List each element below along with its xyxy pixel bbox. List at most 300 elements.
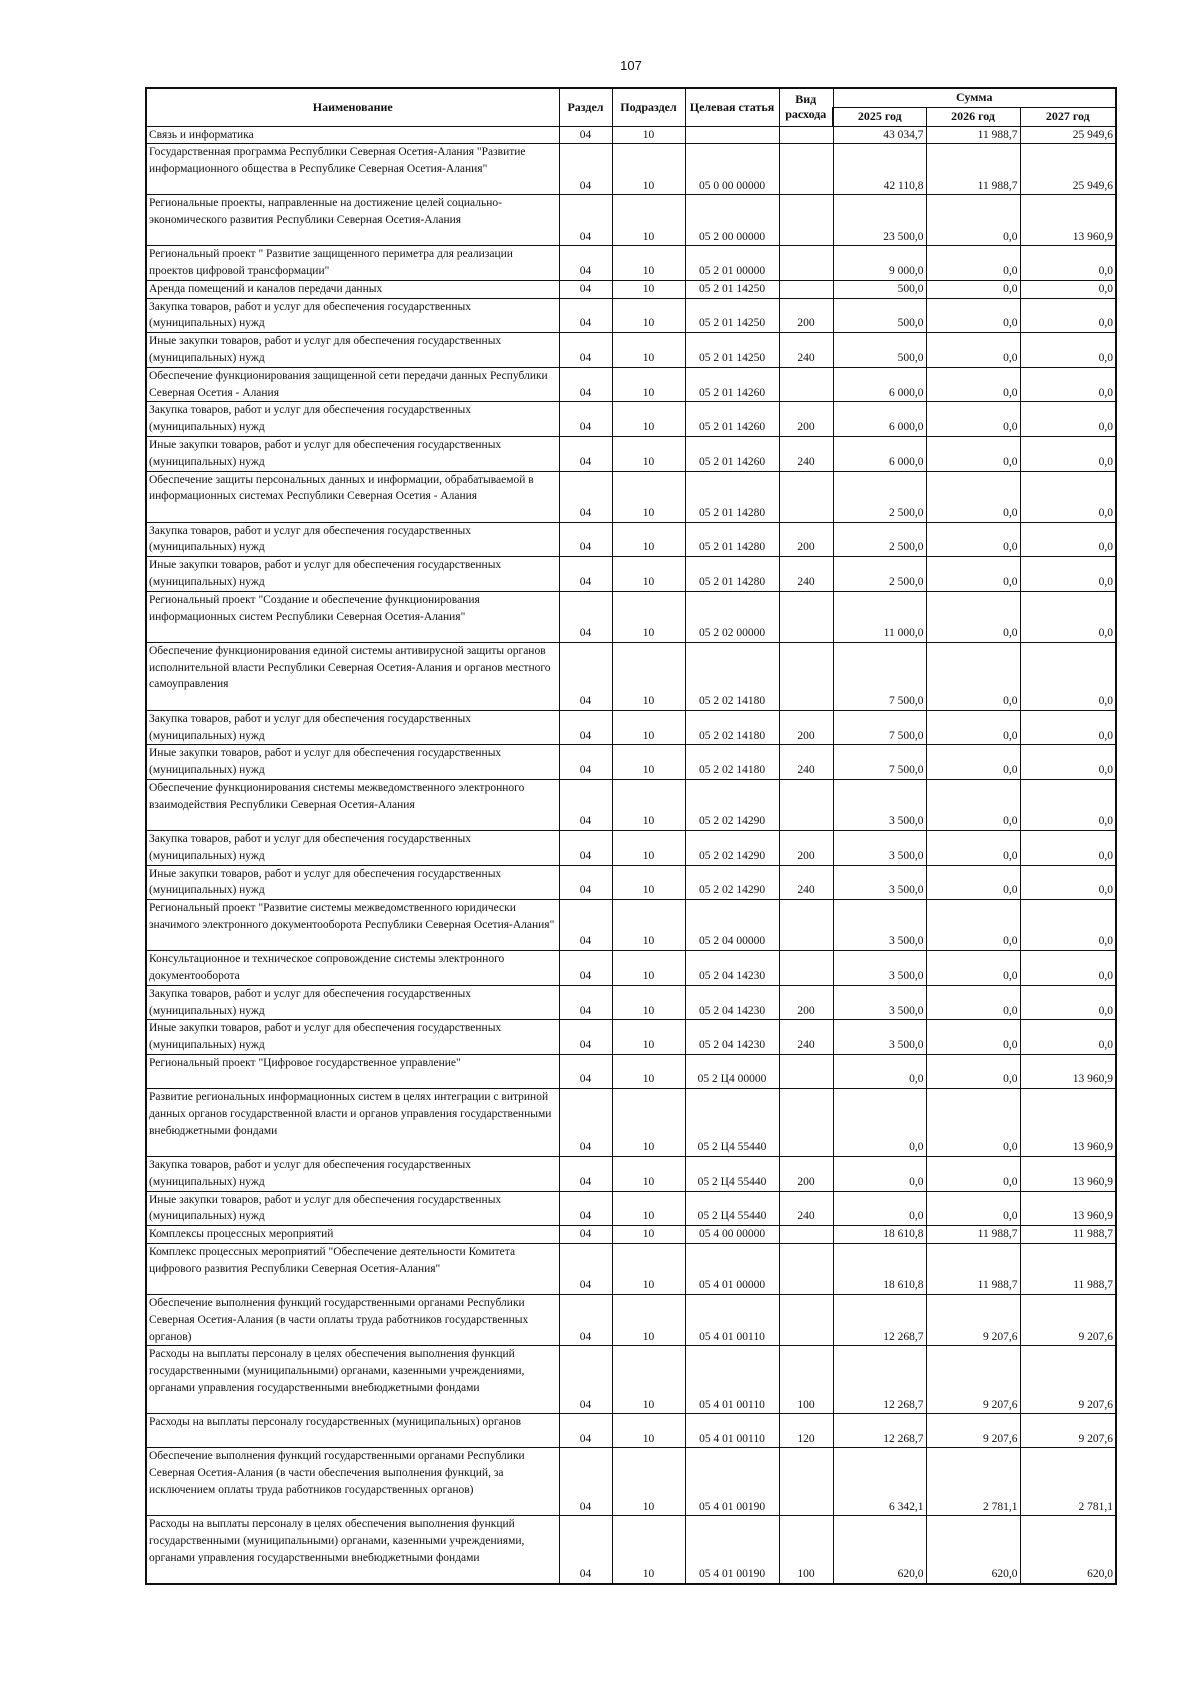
row-sum-2027: 0,0 xyxy=(1020,402,1116,437)
row-sum-2025: 12 268,7 xyxy=(833,1346,926,1414)
table-row xyxy=(146,1346,1116,1414)
row-razdel: 04 xyxy=(559,1055,612,1089)
row-sum-2027: 0,0 xyxy=(1020,367,1116,402)
row-podrazdel: 10 xyxy=(612,280,685,298)
row-tselevaya-statya: 05 2 01 14280 xyxy=(685,471,779,522)
row-podrazdel: 10 xyxy=(612,1448,685,1516)
row-sum-2026: 0,0 xyxy=(926,367,1020,402)
row-razdel: 04 xyxy=(559,402,612,437)
row-sum-2026: 0,0 xyxy=(926,246,1020,281)
table-row xyxy=(146,195,1116,246)
row-name: Связь и информатика xyxy=(146,126,559,144)
row-vid-raskhoda: 200 xyxy=(779,831,833,866)
table-row xyxy=(146,710,1116,745)
row-podrazdel: 10 xyxy=(612,298,685,333)
row-razdel: 04 xyxy=(559,1089,612,1157)
row-sum-2027: 11 988,7 xyxy=(1020,1226,1116,1244)
row-sum-2027: 0,0 xyxy=(1020,437,1116,472)
row-name: Расходы на выплаты персоналу в целях обеспечения выполнения функций государственными (муниципальными) органами, казенными учреждениями, органами управления государственными внебюджетными фондами xyxy=(146,1516,559,1584)
table-row xyxy=(146,1191,1116,1226)
row-sum-2025: 2 500,0 xyxy=(833,557,926,592)
row-name: Обеспечение защиты персональных данных и информации, обрабатываемой в информационных системах Республики Северная Осетия - Алания xyxy=(146,471,559,522)
row-sum-2025: 0,0 xyxy=(833,1191,926,1226)
row-vid-raskhoda xyxy=(779,246,833,281)
row-sum-2025: 18 610,8 xyxy=(833,1226,926,1244)
row-sum-2026: 0,0 xyxy=(926,591,1020,642)
row-vid-raskhoda xyxy=(779,1055,833,1089)
row-sum-2025: 500,0 xyxy=(833,280,926,298)
row-razdel: 04 xyxy=(559,471,612,522)
row-podrazdel: 10 xyxy=(612,710,685,745)
table-row xyxy=(146,780,1116,831)
table-row xyxy=(146,298,1116,333)
row-vid-raskhoda: 240 xyxy=(779,333,833,368)
row-razdel: 04 xyxy=(559,1346,612,1414)
table-row xyxy=(146,1055,1116,1089)
row-tselevaya-statya: 05 2 02 14180 xyxy=(685,710,779,745)
row-vid-raskhoda: 120 xyxy=(779,1414,833,1448)
row-sum-2026: 0,0 xyxy=(926,780,1020,831)
row-name: Обеспечение функционирования защищенной сети передачи данных Республики Северная Осетия - Алания xyxy=(146,367,559,402)
row-podrazdel: 10 xyxy=(612,1020,685,1055)
row-podrazdel: 10 xyxy=(612,985,685,1020)
row-vid-raskhoda xyxy=(779,900,833,951)
row-podrazdel: 10 xyxy=(612,144,685,195)
row-sum-2027: 0,0 xyxy=(1020,591,1116,642)
row-sum-2026: 0,0 xyxy=(926,642,1020,710)
row-podrazdel: 10 xyxy=(612,831,685,866)
row-razdel: 04 xyxy=(559,557,612,592)
row-sum-2027: 0,0 xyxy=(1020,900,1116,951)
row-sum-2027: 11 988,7 xyxy=(1020,1243,1116,1294)
row-vid-raskhoda xyxy=(779,1448,833,1516)
table-row xyxy=(146,246,1116,281)
table-row xyxy=(146,1294,1116,1345)
row-tselevaya-statya: 05 2 01 14250 xyxy=(685,298,779,333)
row-sum-2026: 0,0 xyxy=(926,522,1020,557)
table-row xyxy=(146,1516,1116,1584)
row-sum-2027: 9 207,6 xyxy=(1020,1294,1116,1345)
table-row xyxy=(146,1089,1116,1157)
row-vid-raskhoda: 200 xyxy=(779,985,833,1020)
row-vid-raskhoda: 200 xyxy=(779,522,833,557)
table-body xyxy=(146,126,1116,1584)
row-sum-2025: 18 610,8 xyxy=(833,1243,926,1294)
table-row xyxy=(146,280,1116,298)
table-row xyxy=(146,1226,1116,1244)
table-row xyxy=(146,402,1116,437)
row-sum-2027: 0,0 xyxy=(1020,333,1116,368)
row-razdel: 04 xyxy=(559,195,612,246)
row-name: Закупка товаров, работ и услуг для обеспечения государственных (муниципальных) нужд xyxy=(146,522,559,557)
row-sum-2026: 0,0 xyxy=(926,1089,1020,1157)
row-vid-raskhoda: 200 xyxy=(779,298,833,333)
row-sum-2027: 13 960,9 xyxy=(1020,1157,1116,1192)
row-vid-raskhoda xyxy=(779,642,833,710)
row-razdel: 04 xyxy=(559,246,612,281)
row-sum-2027: 13 960,9 xyxy=(1020,1055,1116,1089)
row-sum-2027: 0,0 xyxy=(1020,298,1116,333)
table-header xyxy=(146,88,1116,126)
row-name: Закупка товаров, работ и услуг для обеспечения государственных (муниципальных) нужд xyxy=(146,1157,559,1192)
row-sum-2026: 0,0 xyxy=(926,557,1020,592)
row-tselevaya-statya: 05 4 01 00110 xyxy=(685,1414,779,1448)
row-vid-raskhoda: 240 xyxy=(779,745,833,780)
row-tselevaya-statya: 05 2 02 14290 xyxy=(685,865,779,900)
row-tselevaya-statya: 05 2 04 00000 xyxy=(685,900,779,951)
row-name: Обеспечение функционирования системы межведомственного электронного взаимодействия Республики Северная Осетия-Алания xyxy=(146,780,559,831)
row-sum-2027: 0,0 xyxy=(1020,745,1116,780)
row-podrazdel: 10 xyxy=(612,1414,685,1448)
row-vid-raskhoda xyxy=(779,1226,833,1244)
row-sum-2025: 11 000,0 xyxy=(833,591,926,642)
row-name: Региональный проект "Цифровое государственное управление" xyxy=(146,1055,559,1089)
row-podrazdel: 10 xyxy=(612,333,685,368)
row-razdel: 04 xyxy=(559,951,612,986)
table-row xyxy=(146,865,1116,900)
budget-table xyxy=(145,87,1117,1585)
row-vid-raskhoda xyxy=(779,951,833,986)
row-sum-2025: 42 110,8 xyxy=(833,144,926,195)
row-name: Консультационное и техническое сопровождение системы электронного документооборота xyxy=(146,951,559,986)
table-row xyxy=(146,591,1116,642)
row-sum-2026: 0,0 xyxy=(926,710,1020,745)
row-razdel: 04 xyxy=(559,144,612,195)
row-sum-2026: 0,0 xyxy=(926,280,1020,298)
row-razdel: 04 xyxy=(559,126,612,144)
table-row xyxy=(146,1448,1116,1516)
table-row xyxy=(146,831,1116,866)
header-podrazdel: Подраздел xyxy=(612,88,685,126)
table-row xyxy=(146,1243,1116,1294)
row-tselevaya-statya: 05 2 02 14180 xyxy=(685,745,779,780)
table-row xyxy=(146,1157,1116,1192)
row-sum-2027: 13 960,9 xyxy=(1020,1191,1116,1226)
row-podrazdel: 10 xyxy=(612,1294,685,1345)
table-row xyxy=(146,745,1116,780)
row-podrazdel: 10 xyxy=(612,437,685,472)
row-sum-2027: 0,0 xyxy=(1020,642,1116,710)
table-row xyxy=(146,1414,1116,1448)
row-tselevaya-statya: 05 2 Ц4 55440 xyxy=(685,1191,779,1226)
row-sum-2025: 3 500,0 xyxy=(833,985,926,1020)
row-tselevaya-statya: 05 2 02 14290 xyxy=(685,780,779,831)
row-name: Комплекс процессных мероприятий "Обеспечение деятельности Комитета цифрового развития Республики Северная Осетия-Алания" xyxy=(146,1243,559,1294)
row-vid-raskhoda xyxy=(779,1294,833,1345)
row-sum-2026: 0,0 xyxy=(926,195,1020,246)
row-sum-2026: 9 207,6 xyxy=(926,1414,1020,1448)
row-sum-2025: 9 000,0 xyxy=(833,246,926,281)
row-razdel: 04 xyxy=(559,1414,612,1448)
row-podrazdel: 10 xyxy=(612,367,685,402)
row-sum-2025: 2 500,0 xyxy=(833,471,926,522)
row-vid-raskhoda xyxy=(779,591,833,642)
row-razdel: 04 xyxy=(559,1020,612,1055)
row-sum-2027: 2 781,1 xyxy=(1020,1448,1116,1516)
row-sum-2025: 43 034,7 xyxy=(833,126,926,144)
row-name: Развитие региональных информационных систем в целях интеграции с витриной данных органов государственной власти и органов управления государственными внебюджетными фондами xyxy=(146,1089,559,1157)
row-vid-raskhoda: 200 xyxy=(779,710,833,745)
row-podrazdel: 10 xyxy=(612,1516,685,1584)
row-vid-raskhoda: 240 xyxy=(779,1191,833,1226)
row-sum-2025: 3 500,0 xyxy=(833,951,926,986)
row-tselevaya-statya: 05 4 01 00110 xyxy=(685,1346,779,1414)
row-tselevaya-statya: 05 2 Ц4 55440 xyxy=(685,1157,779,1192)
row-name: Аренда помещений и каналов передачи данных xyxy=(146,280,559,298)
row-razdel: 04 xyxy=(559,745,612,780)
header-year-2025: 2025 год xyxy=(833,107,926,126)
row-name: Иные закупки товаров, работ и услуг для обеспечения государственных (муниципальных) нужд xyxy=(146,1020,559,1055)
row-sum-2027: 0,0 xyxy=(1020,831,1116,866)
row-sum-2025: 12 268,7 xyxy=(833,1294,926,1345)
row-name: Региональный проект "Создание и обеспечение функционирования информационных систем Республики Северная Осетия-Алания" xyxy=(146,591,559,642)
table-row xyxy=(146,471,1116,522)
row-tselevaya-statya: 05 2 01 14260 xyxy=(685,367,779,402)
row-razdel: 04 xyxy=(559,710,612,745)
row-vid-raskhoda: 240 xyxy=(779,557,833,592)
row-razdel: 04 xyxy=(559,298,612,333)
row-podrazdel: 10 xyxy=(612,1243,685,1294)
row-name: Закупка товаров, работ и услуг для обеспечения государственных (муниципальных) нужд xyxy=(146,298,559,333)
row-sum-2027: 0,0 xyxy=(1020,557,1116,592)
row-sum-2026: 0,0 xyxy=(926,437,1020,472)
row-tselevaya-statya: 05 2 02 14180 xyxy=(685,642,779,710)
row-name: Региональный проект " Развитие защищенного периметра для реализации проектов цифровой трансформации" xyxy=(146,246,559,281)
row-tselevaya-statya: 05 2 04 14230 xyxy=(685,951,779,986)
row-vid-raskhoda xyxy=(779,471,833,522)
row-podrazdel: 10 xyxy=(612,780,685,831)
row-sum-2025: 7 500,0 xyxy=(833,710,926,745)
row-sum-2025: 7 500,0 xyxy=(833,642,926,710)
row-sum-2026: 2 781,1 xyxy=(926,1448,1020,1516)
row-sum-2027: 0,0 xyxy=(1020,471,1116,522)
row-name: Обеспечение функционирования единой системы антивирусной защиты органов исполнительной власти Республики Северная Осетия-Алания и органов местного самоуправления xyxy=(146,642,559,710)
row-sum-2026: 0,0 xyxy=(926,865,1020,900)
row-sum-2025: 12 268,7 xyxy=(833,1414,926,1448)
row-podrazdel: 10 xyxy=(612,1089,685,1157)
row-sum-2025: 3 500,0 xyxy=(833,780,926,831)
table-row xyxy=(146,126,1116,144)
row-sum-2026: 0,0 xyxy=(926,1157,1020,1192)
row-name: Закупка товаров, работ и услуг для обеспечения государственных (муниципальных) нужд xyxy=(146,402,559,437)
row-sum-2025: 0,0 xyxy=(833,1089,926,1157)
row-sum-2025: 500,0 xyxy=(833,298,926,333)
row-sum-2025: 3 500,0 xyxy=(833,831,926,866)
row-sum-2027: 9 207,6 xyxy=(1020,1346,1116,1414)
row-tselevaya-statya: 05 4 01 00190 xyxy=(685,1448,779,1516)
row-sum-2027: 25 949,6 xyxy=(1020,126,1116,144)
row-sum-2025: 3 500,0 xyxy=(833,900,926,951)
row-tselevaya-statya: 05 2 01 14260 xyxy=(685,402,779,437)
row-sum-2026: 0,0 xyxy=(926,333,1020,368)
row-name: Закупка товаров, работ и услуг для обеспечения государственных (муниципальных) нужд xyxy=(146,985,559,1020)
row-sum-2025: 620,0 xyxy=(833,1516,926,1584)
row-sum-2026: 0,0 xyxy=(926,298,1020,333)
row-tselevaya-statya: 05 4 01 00110 xyxy=(685,1294,779,1345)
table-row xyxy=(146,1020,1116,1055)
row-sum-2027: 0,0 xyxy=(1020,780,1116,831)
row-sum-2027: 0,0 xyxy=(1020,710,1116,745)
table-row xyxy=(146,900,1116,951)
row-tselevaya-statya: 05 2 01 14280 xyxy=(685,557,779,592)
row-tselevaya-statya: 05 4 01 00000 xyxy=(685,1243,779,1294)
row-sum-2026: 0,0 xyxy=(926,951,1020,986)
row-name: Расходы на выплаты персоналу в целях обеспечения выполнения функций государственными (муниципальными) органами, казенными учреждениями, органами управления государственными внебюджетными фондами xyxy=(146,1346,559,1414)
row-name: Закупка товаров, работ и услуг для обеспечения государственных (муниципальных) нужд xyxy=(146,831,559,866)
row-sum-2027: 0,0 xyxy=(1020,246,1116,281)
row-sum-2025: 23 500,0 xyxy=(833,195,926,246)
row-sum-2026: 0,0 xyxy=(926,831,1020,866)
row-sum-2027: 13 960,9 xyxy=(1020,1089,1116,1157)
row-sum-2026: 11 988,7 xyxy=(926,126,1020,144)
table-row xyxy=(146,144,1116,195)
row-tselevaya-statya: 05 2 Ц4 00000 xyxy=(685,1055,779,1089)
row-razdel: 04 xyxy=(559,1157,612,1192)
row-razdel: 04 xyxy=(559,780,612,831)
row-podrazdel: 10 xyxy=(612,865,685,900)
row-podrazdel: 10 xyxy=(612,246,685,281)
row-tselevaya-statya: 05 0 00 00000 xyxy=(685,144,779,195)
row-podrazdel: 10 xyxy=(612,402,685,437)
header-vid-raskhoda: Вид расхода xyxy=(779,88,833,126)
row-vid-raskhoda: 240 xyxy=(779,1020,833,1055)
row-sum-2026: 9 207,6 xyxy=(926,1294,1020,1345)
row-sum-2026: 0,0 xyxy=(926,471,1020,522)
header-name: Наименование xyxy=(146,88,559,126)
row-sum-2025: 6 000,0 xyxy=(833,437,926,472)
header-year-2027: 2027 год xyxy=(1020,107,1116,126)
row-tselevaya-statya: 05 2 01 14250 xyxy=(685,333,779,368)
row-razdel: 04 xyxy=(559,1191,612,1226)
row-name: Обеспечение выполнения функций государственными органами Республики Северная Осетия-Алания (в части оплаты труда работников государственных органов) xyxy=(146,1294,559,1345)
row-podrazdel: 10 xyxy=(612,745,685,780)
row-vid-raskhoda: 200 xyxy=(779,1157,833,1192)
row-name: Иные закупки товаров, работ и услуг для обеспечения государственных (муниципальных) нужд xyxy=(146,1191,559,1226)
page-number: 107 xyxy=(620,58,642,73)
row-sum-2025: 2 500,0 xyxy=(833,522,926,557)
table-row xyxy=(146,642,1116,710)
row-sum-2027: 620,0 xyxy=(1020,1516,1116,1584)
header-year-2026: 2026 год xyxy=(926,107,1020,126)
row-vid-raskhoda xyxy=(779,195,833,246)
row-sum-2026: 0,0 xyxy=(926,1191,1020,1226)
row-sum-2025: 3 500,0 xyxy=(833,1020,926,1055)
row-razdel: 04 xyxy=(559,1294,612,1345)
row-name: Расходы на выплаты персоналу государственных (муниципальных) органов xyxy=(146,1414,559,1448)
row-vid-raskhoda: 240 xyxy=(779,437,833,472)
row-podrazdel: 10 xyxy=(612,1157,685,1192)
row-sum-2027: 13 960,9 xyxy=(1020,195,1116,246)
row-tselevaya-statya: 05 2 01 14250 xyxy=(685,280,779,298)
row-sum-2025: 6 000,0 xyxy=(833,402,926,437)
table-row xyxy=(146,333,1116,368)
row-sum-2026: 620,0 xyxy=(926,1516,1020,1584)
row-sum-2025: 6 342,1 xyxy=(833,1448,926,1516)
row-sum-2026: 0,0 xyxy=(926,1020,1020,1055)
row-name: Иные закупки товаров, работ и услуг для обеспечения государственных (муниципальных) нужд xyxy=(146,333,559,368)
row-podrazdel: 10 xyxy=(612,1226,685,1244)
row-sum-2025: 6 000,0 xyxy=(833,367,926,402)
row-podrazdel: 10 xyxy=(612,900,685,951)
row-razdel: 04 xyxy=(559,642,612,710)
row-razdel: 04 xyxy=(559,831,612,866)
row-name: Комплексы процессных мероприятий xyxy=(146,1226,559,1244)
row-razdel: 04 xyxy=(559,1448,612,1516)
row-podrazdel: 10 xyxy=(612,557,685,592)
row-podrazdel: 10 xyxy=(612,471,685,522)
row-tselevaya-statya: 05 2 00 00000 xyxy=(685,195,779,246)
row-sum-2026: 11 988,7 xyxy=(926,1226,1020,1244)
row-name: Иные закупки товаров, работ и услуг для обеспечения государственных (муниципальных) нужд xyxy=(146,745,559,780)
row-sum-2026: 0,0 xyxy=(926,402,1020,437)
row-name: Иные закупки товаров, работ и услуг для обеспечения государственных (муниципальных) нужд xyxy=(146,437,559,472)
row-tselevaya-statya: 05 2 01 00000 xyxy=(685,246,779,281)
row-sum-2027: 9 207,6 xyxy=(1020,1414,1116,1448)
row-tselevaya-statya: 05 2 01 14280 xyxy=(685,522,779,557)
row-sum-2027: 0,0 xyxy=(1020,951,1116,986)
row-tselevaya-statya: 05 2 02 14290 xyxy=(685,831,779,866)
row-sum-2026: 11 988,7 xyxy=(926,1243,1020,1294)
row-razdel: 04 xyxy=(559,1516,612,1584)
row-tselevaya-statya: 05 2 04 14230 xyxy=(685,1020,779,1055)
row-sum-2025: 0,0 xyxy=(833,1157,926,1192)
row-vid-raskhoda xyxy=(779,1089,833,1157)
row-name: Государственная программа Республики Северная Осетия-Алания "Развитие информационного общества в Республике Северная Осетия-Алания" xyxy=(146,144,559,195)
row-sum-2027: 0,0 xyxy=(1020,280,1116,298)
row-sum-2026: 0,0 xyxy=(926,900,1020,951)
row-sum-2025: 3 500,0 xyxy=(833,865,926,900)
row-sum-2025: 7 500,0 xyxy=(833,745,926,780)
row-podrazdel: 10 xyxy=(612,591,685,642)
table-row xyxy=(146,985,1116,1020)
row-sum-2026: 0,0 xyxy=(926,745,1020,780)
row-podrazdel: 10 xyxy=(612,1055,685,1089)
row-podrazdel: 10 xyxy=(612,1346,685,1414)
row-razdel: 04 xyxy=(559,522,612,557)
row-vid-raskhoda xyxy=(779,780,833,831)
row-sum-2025: 0,0 xyxy=(833,1055,926,1089)
row-sum-2025: 500,0 xyxy=(833,333,926,368)
row-tselevaya-statya: 05 4 01 00190 xyxy=(685,1516,779,1584)
table-row xyxy=(146,367,1116,402)
row-name: Обеспечение выполнения функций государственными органами Республики Северная Осетия-Алания (в части обеспечения выполнения функций, за исключением оплаты труда работников государственных органов) xyxy=(146,1448,559,1516)
row-vid-raskhoda: 100 xyxy=(779,1516,833,1584)
row-podrazdel: 10 xyxy=(612,951,685,986)
row-tselevaya-statya: 05 2 02 00000 xyxy=(685,591,779,642)
row-razdel: 04 xyxy=(559,367,612,402)
row-vid-raskhoda: 240 xyxy=(779,865,833,900)
row-podrazdel: 10 xyxy=(612,642,685,710)
row-sum-2026: 9 207,6 xyxy=(926,1346,1020,1414)
row-vid-raskhoda xyxy=(779,280,833,298)
row-sum-2027: 25 949,6 xyxy=(1020,144,1116,195)
row-sum-2027: 0,0 xyxy=(1020,1020,1116,1055)
row-name: Иные закупки товаров, работ и услуг для обеспечения государственных (муниципальных) нужд xyxy=(146,557,559,592)
row-vid-raskhoda xyxy=(779,126,833,144)
row-vid-raskhoda xyxy=(779,144,833,195)
row-razdel: 04 xyxy=(559,333,612,368)
row-name: Иные закупки товаров, работ и услуг для обеспечения государственных (муниципальных) нужд xyxy=(146,865,559,900)
row-sum-2027: 0,0 xyxy=(1020,865,1116,900)
row-sum-2027: 0,0 xyxy=(1020,985,1116,1020)
row-tselevaya-statya: 05 2 Ц4 55440 xyxy=(685,1089,779,1157)
row-razdel: 04 xyxy=(559,900,612,951)
row-name: Закупка товаров, работ и услуг для обеспечения государственных (муниципальных) нужд xyxy=(146,710,559,745)
row-podrazdel: 10 xyxy=(612,126,685,144)
row-vid-raskhoda xyxy=(779,367,833,402)
table-row xyxy=(146,951,1116,986)
row-sum-2027: 0,0 xyxy=(1020,522,1116,557)
